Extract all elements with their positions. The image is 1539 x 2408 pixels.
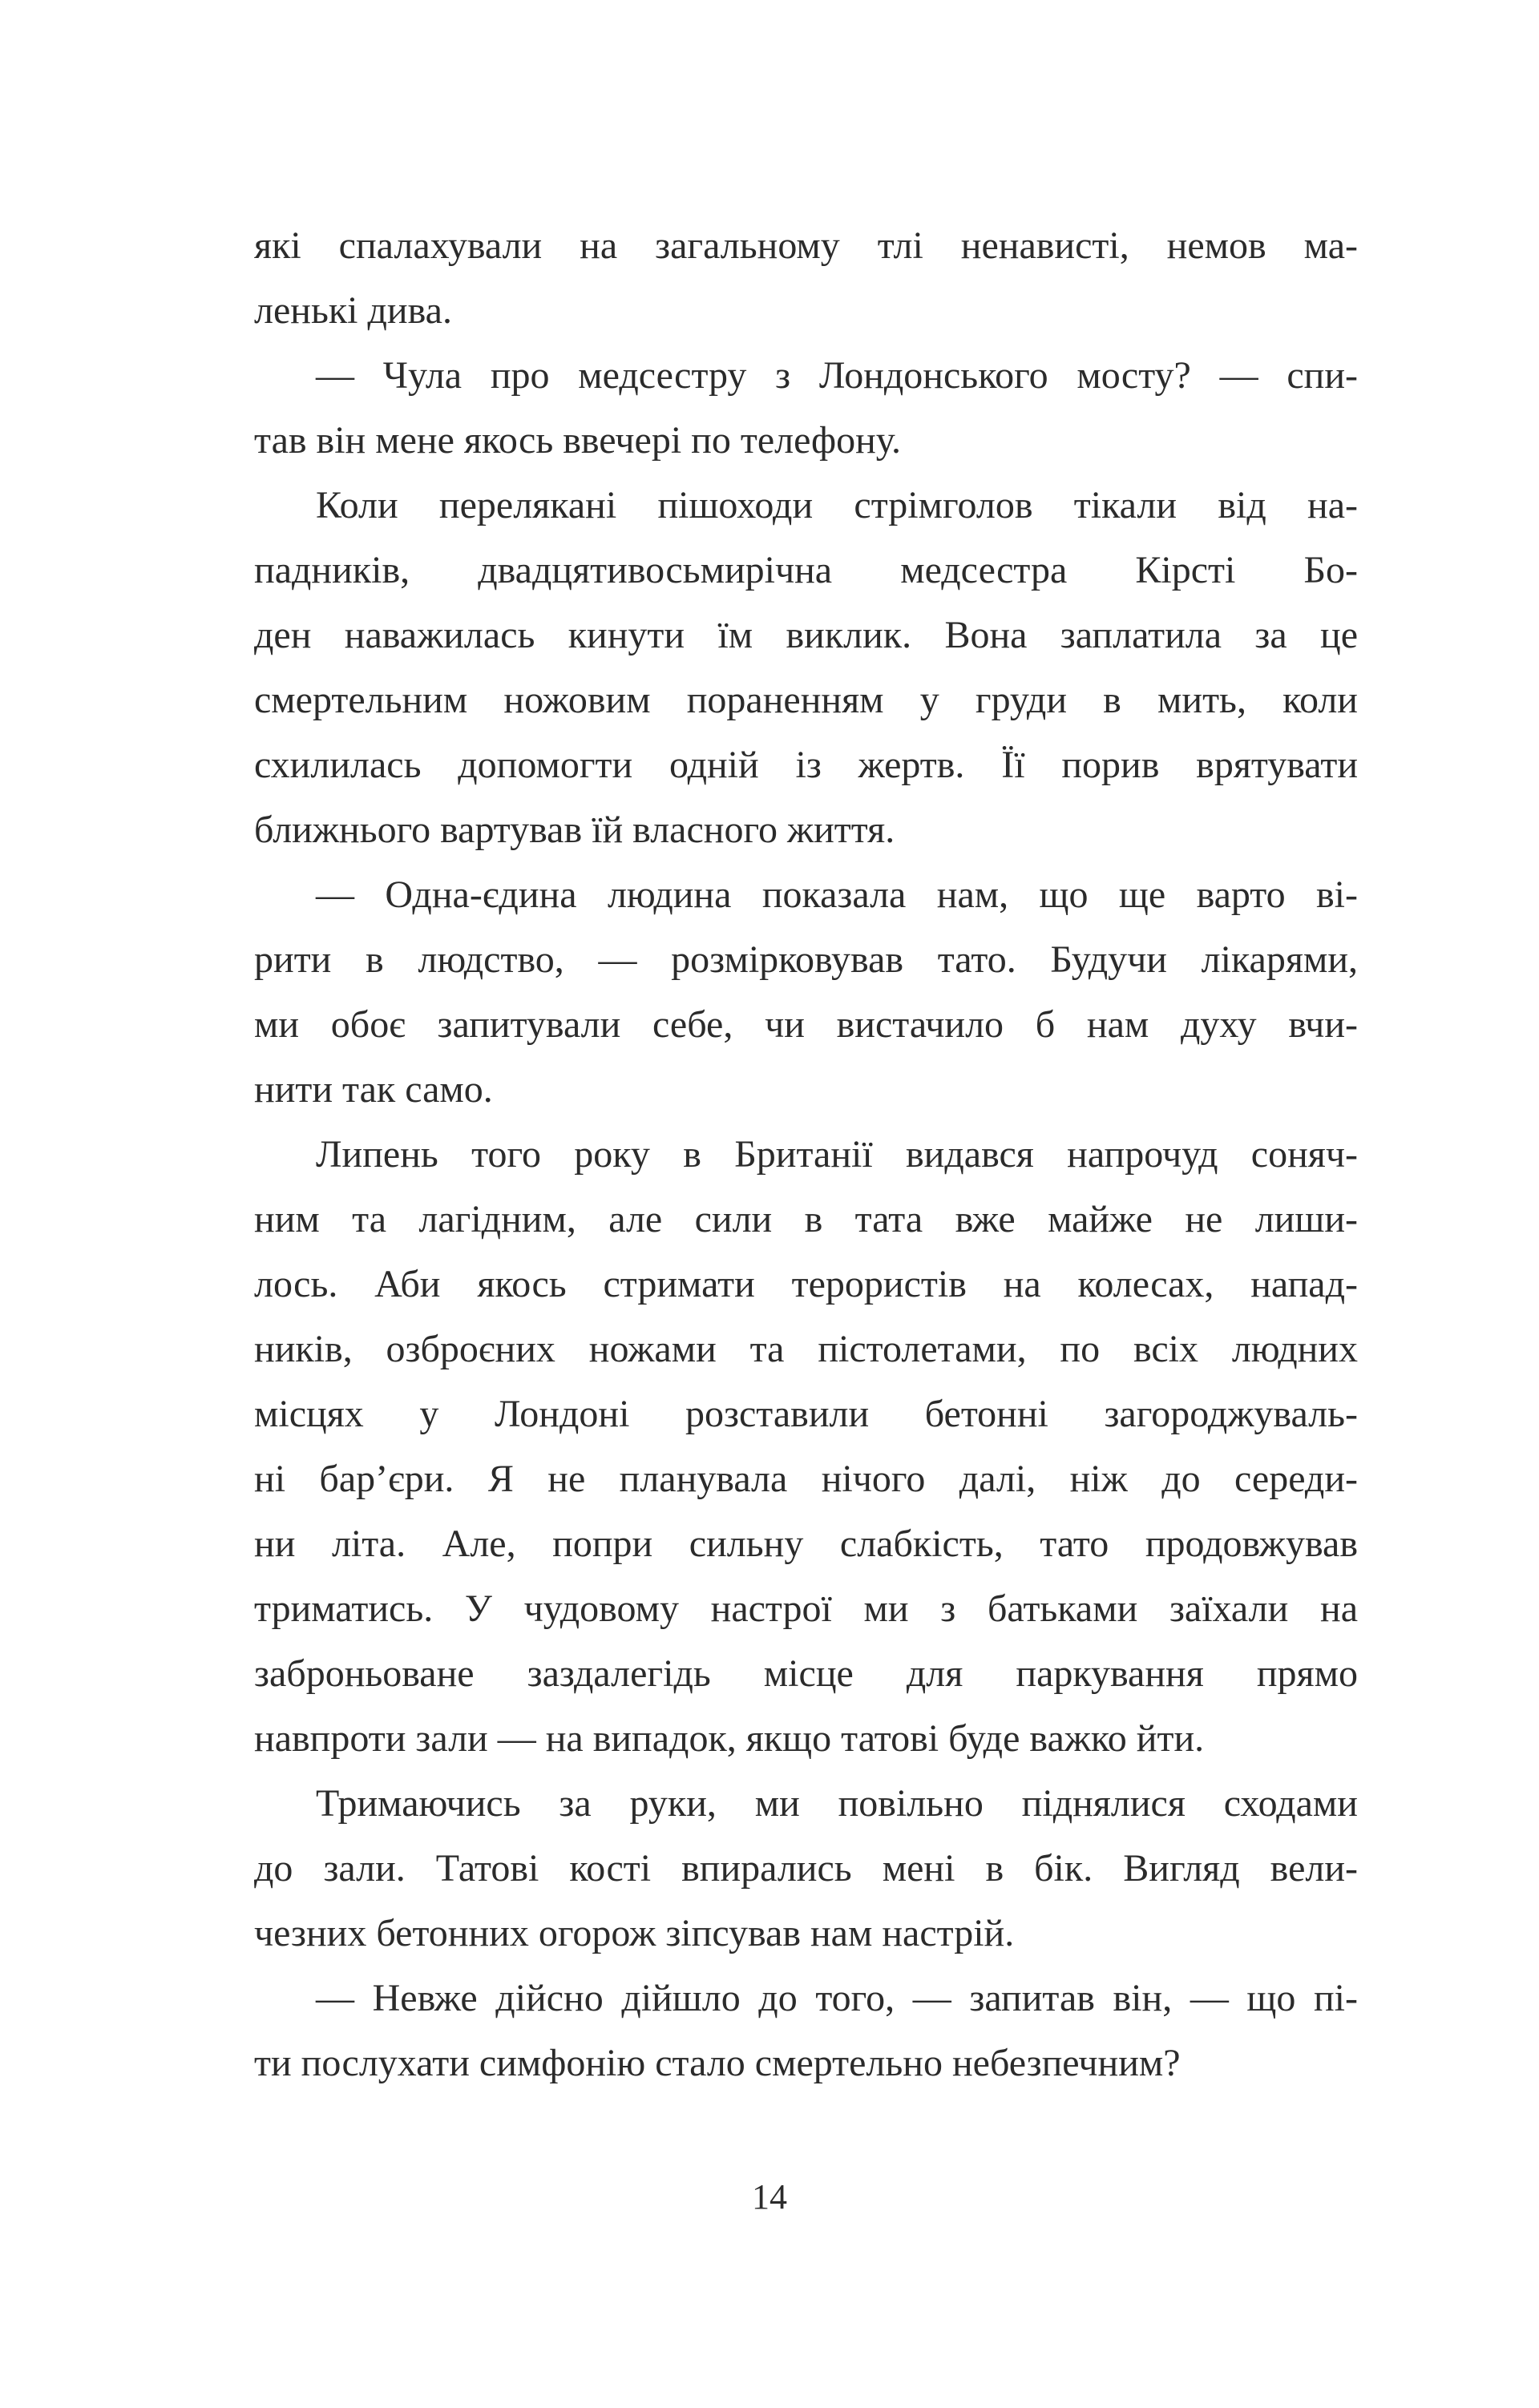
paragraph	[254, 213, 1358, 343]
text-line: — Невже дійсно дійшло до того, — запитав він, — що пі-	[316, 1977, 1358, 2019]
text-line: Липень того року в Британії видався напрочуд соняч-	[316, 1133, 1358, 1176]
text-line: Коли перелякані пішоходи стрімголов тікали від на-	[316, 484, 1358, 526]
text-line: Тримаючись за руки, ми повільно піднялися сходами	[316, 1782, 1358, 1825]
paragraph	[254, 1966, 1358, 2095]
text-line: ленькі дива.	[254, 289, 452, 332]
text-line: лось. Аби якось стримати терористів на колесах, напад-	[254, 1263, 1358, 1305]
text-line: триматись. У чудовому настрої ми з батьками заїхали на	[254, 1587, 1358, 1630]
text-line: навпроти зали — на випадок, якщо татові буде важко йти.	[254, 1717, 1205, 1760]
text-line: ни літа. Але, попри сильну слабкість, тато продовжував	[254, 1523, 1358, 1565]
paragraph	[254, 473, 1358, 862]
text-line: чезних бетонних огорож зіпсував нам настрій.	[254, 1912, 1015, 1954]
text-line: — Чула про медсестру з Лондонського мосту? — спи-	[316, 354, 1358, 397]
paragraph	[254, 862, 1358, 1122]
text-line: схилилась допомогти одній із жертв. Її порив врятувати	[254, 744, 1358, 786]
paragraph	[254, 1122, 1358, 1771]
text-line: ні бар’єри. Я не планувала нічого далі, ніж до середи-	[254, 1458, 1358, 1500]
text-line: ми обоє запитували себе, чи вистачило б нам духу вчи-	[254, 1003, 1358, 1046]
page-body-text	[254, 213, 1358, 2095]
text-line: ближнього вартував їй власного життя.	[254, 809, 895, 851]
text-line: які спалахували на загальному тлі ненависті, немов ма-	[254, 224, 1358, 267]
text-line: до зали. Татові кості впирались мені в бік. Вигляд вели-	[254, 1847, 1358, 1890]
text-line: нити так само.	[254, 1068, 493, 1111]
page-number: 14	[752, 2177, 787, 2216]
text-line: ден наважилась кинути їм виклик. Вона заплатила за це	[254, 614, 1358, 656]
text-line: рити в людство, — розмірковував тато. Будучи лікарями,	[254, 938, 1358, 981]
text-line: тав він мене якось ввечері по телефону.	[254, 419, 901, 462]
text-line: ним та лагідним, але сили в тата вже майже не лиши-	[254, 1198, 1358, 1240]
text-line: смертельним ножовим пораненням у груди в мить, коли	[254, 679, 1358, 721]
text-line: — Одна-єдина людина показала нам, що ще варто ві-	[316, 873, 1358, 916]
text-line: ників, озброєних ножами та пістолетами, по всіх людних	[254, 1328, 1358, 1370]
text-line: падників, двадцятивосьмирічна медсестра Кірсті Бо-	[254, 549, 1358, 591]
paragraph	[254, 1771, 1358, 1966]
text-line: місцях у Лондоні розставили бетонні загороджуваль-	[254, 1393, 1358, 1435]
text-line: заброньоване заздалегідь місце для паркування прямо	[254, 1652, 1358, 1695]
text-line: ти послухати симфонію стало смертельно небезпечним?	[254, 2042, 1181, 2084]
paragraph	[254, 343, 1358, 473]
